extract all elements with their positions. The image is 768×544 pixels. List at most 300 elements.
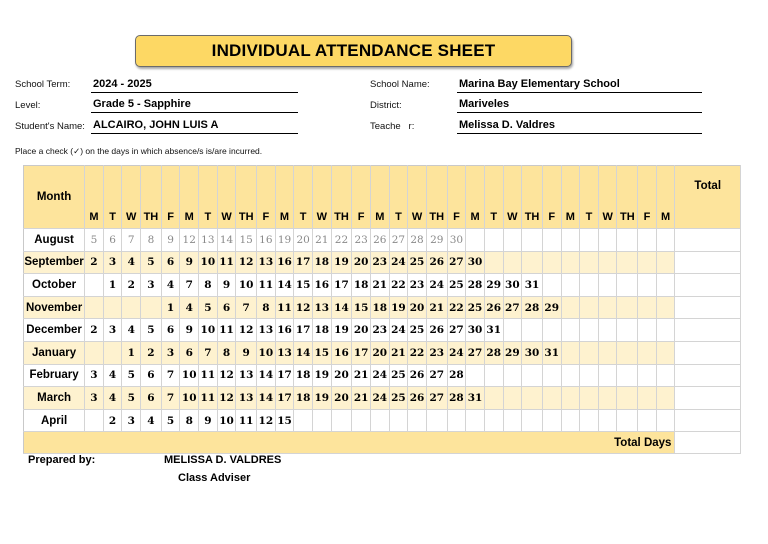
level-value: Grade 5 - Sapphire bbox=[91, 98, 298, 113]
day-cell[interactable]: 6 bbox=[141, 364, 162, 387]
month-label: April bbox=[24, 409, 85, 432]
day-cell[interactable]: 26 bbox=[426, 251, 447, 274]
day-cell[interactable]: 24 bbox=[389, 251, 408, 274]
day-cell[interactable]: 8 bbox=[180, 409, 199, 432]
day-cell[interactable]: 26 bbox=[408, 387, 427, 410]
empty-day-cell bbox=[561, 364, 580, 387]
day-cell[interactable]: 18 bbox=[352, 274, 371, 297]
day-cell[interactable]: 9 bbox=[180, 251, 199, 274]
empty-day-cell bbox=[522, 364, 543, 387]
empty-day-cell bbox=[617, 387, 638, 410]
day-cell[interactable]: 7 bbox=[122, 229, 141, 252]
month-total-cell[interactable] bbox=[675, 229, 741, 252]
day-cell[interactable]: 13 bbox=[257, 319, 276, 342]
day-cell[interactable]: 25 bbox=[389, 364, 408, 387]
day-cell[interactable]: 18 bbox=[312, 319, 331, 342]
empty-day-cell bbox=[580, 364, 599, 387]
day-cell[interactable]: 30 bbox=[447, 229, 466, 252]
empty-day-cell bbox=[598, 274, 617, 297]
day-cell[interactable]: 19 bbox=[389, 296, 408, 319]
day-cell[interactable]: 5 bbox=[141, 251, 162, 274]
day-cell[interactable]: 20 bbox=[331, 387, 352, 410]
school-name-label: School Name: bbox=[370, 79, 430, 90]
empty-day-cell bbox=[484, 387, 503, 410]
empty-day-cell bbox=[522, 387, 543, 410]
month-total-cell[interactable] bbox=[675, 409, 741, 432]
empty-day-cell bbox=[294, 409, 313, 432]
day-cell[interactable]: 10 bbox=[236, 274, 257, 297]
total-days-value-cell[interactable] bbox=[675, 432, 741, 454]
day-cell[interactable]: 8 bbox=[141, 229, 162, 252]
empty-day-cell bbox=[503, 251, 522, 274]
day-cell[interactable]: 3 bbox=[103, 319, 122, 342]
empty-day-cell bbox=[598, 364, 617, 387]
day-cell[interactable]: 23 bbox=[370, 319, 389, 342]
weekday-header: T bbox=[199, 166, 218, 229]
day-cell[interactable]: 1 bbox=[122, 341, 141, 364]
day-cell[interactable]: 27 bbox=[447, 251, 466, 274]
empty-day-cell bbox=[561, 341, 580, 364]
weekday-header: F bbox=[447, 166, 466, 229]
level-label: Level: bbox=[15, 100, 41, 111]
day-cell[interactable]: 4 bbox=[180, 296, 199, 319]
day-cell[interactable]: 5 bbox=[199, 296, 218, 319]
weekday-header: W bbox=[312, 166, 331, 229]
day-cell[interactable]: 12 bbox=[294, 296, 313, 319]
day-cell[interactable]: 29 bbox=[542, 296, 561, 319]
day-cell[interactable]: 13 bbox=[236, 364, 257, 387]
weekday-header: T bbox=[484, 166, 503, 229]
teacher-label: Teache r: bbox=[370, 121, 415, 132]
weekday-header: F bbox=[257, 166, 276, 229]
empty-day-cell bbox=[542, 319, 561, 342]
day-cell[interactable]: 27 bbox=[389, 229, 408, 252]
empty-day-cell bbox=[503, 229, 522, 252]
day-cell[interactable]: 8 bbox=[257, 296, 276, 319]
weekday-header: T bbox=[389, 166, 408, 229]
day-cell[interactable]: 13 bbox=[199, 229, 218, 252]
day-cell[interactable]: 2 bbox=[103, 409, 122, 432]
day-cell[interactable]: 29 bbox=[484, 274, 503, 297]
day-cell[interactable]: 18 bbox=[370, 296, 389, 319]
weekday-header: M bbox=[85, 166, 104, 229]
day-cell[interactable]: 12 bbox=[180, 229, 199, 252]
empty-day-cell bbox=[656, 274, 675, 297]
day-cell[interactable]: 30 bbox=[522, 341, 543, 364]
day-cell[interactable]: 18 bbox=[294, 364, 313, 387]
day-cell[interactable]: 3 bbox=[103, 251, 122, 274]
day-cell[interactable]: 7 bbox=[236, 296, 257, 319]
weekday-header: M bbox=[370, 166, 389, 229]
empty-day-cell bbox=[561, 409, 580, 432]
day-cell[interactable]: 14 bbox=[294, 341, 313, 364]
month-row bbox=[24, 229, 741, 252]
day-cell[interactable]: 21 bbox=[352, 387, 371, 410]
day-cell[interactable]: 14 bbox=[257, 364, 276, 387]
day-cell[interactable]: 15 bbox=[352, 296, 371, 319]
day-cell[interactable]: 12 bbox=[217, 364, 236, 387]
day-cell[interactable]: 10 bbox=[180, 364, 199, 387]
day-cell[interactable]: 11 bbox=[217, 251, 236, 274]
day-cell[interactable]: 10 bbox=[199, 319, 218, 342]
empty-day-cell bbox=[522, 409, 543, 432]
day-cell[interactable]: 19 bbox=[275, 229, 294, 252]
empty-day-cell bbox=[542, 387, 561, 410]
day-cell[interactable]: 6 bbox=[180, 341, 199, 364]
empty-day-cell bbox=[617, 251, 638, 274]
empty-day-cell bbox=[85, 409, 104, 432]
empty-day-cell bbox=[598, 319, 617, 342]
weekday-header: TH bbox=[141, 166, 162, 229]
month-label: January bbox=[24, 341, 85, 364]
day-cell[interactable]: 13 bbox=[275, 341, 294, 364]
day-cell[interactable]: 16 bbox=[312, 274, 331, 297]
month-label: February bbox=[24, 364, 85, 387]
day-cell[interactable]: 10 bbox=[180, 387, 199, 410]
day-cell[interactable]: 28 bbox=[408, 229, 427, 252]
empty-day-cell bbox=[447, 409, 466, 432]
day-cell[interactable]: 19 bbox=[331, 251, 352, 274]
empty-day-cell bbox=[122, 296, 141, 319]
teacher-value: Melissa D. Valdres bbox=[457, 119, 702, 134]
day-cell[interactable]: 4 bbox=[103, 387, 122, 410]
day-cell[interactable]: 4 bbox=[103, 364, 122, 387]
day-cell[interactable]: 7 bbox=[161, 387, 180, 410]
day-cell[interactable]: 21 bbox=[426, 296, 447, 319]
day-cell[interactable]: 15 bbox=[236, 229, 257, 252]
day-cell[interactable]: 21 bbox=[389, 341, 408, 364]
day-cell[interactable]: 10 bbox=[217, 409, 236, 432]
day-cell[interactable]: 16 bbox=[331, 341, 352, 364]
day-cell[interactable]: 6 bbox=[141, 387, 162, 410]
day-cell[interactable]: 4 bbox=[141, 409, 162, 432]
day-cell[interactable]: 13 bbox=[236, 387, 257, 410]
day-cell[interactable]: 25 bbox=[408, 319, 427, 342]
empty-day-cell bbox=[561, 251, 580, 274]
district-value: Mariveles bbox=[457, 98, 702, 113]
sheet-title: INDIVIDUAL ATTENDANCE SHEET bbox=[135, 35, 572, 67]
day-cell[interactable]: 9 bbox=[217, 274, 236, 297]
empty-day-cell bbox=[561, 229, 580, 252]
day-cell[interactable]: 15 bbox=[294, 274, 313, 297]
day-cell[interactable]: 1 bbox=[161, 296, 180, 319]
empty-day-cell bbox=[466, 409, 485, 432]
day-cell[interactable]: 31 bbox=[522, 274, 543, 297]
day-cell[interactable]: 9 bbox=[180, 319, 199, 342]
empty-day-cell bbox=[638, 251, 657, 274]
empty-day-cell bbox=[503, 409, 522, 432]
empty-day-cell bbox=[312, 409, 331, 432]
day-cell[interactable]: 10 bbox=[199, 251, 218, 274]
empty-day-cell bbox=[656, 319, 675, 342]
day-cell[interactable]: 29 bbox=[503, 341, 522, 364]
empty-day-cell bbox=[85, 274, 104, 297]
month-total-cell[interactable] bbox=[675, 274, 741, 297]
empty-day-cell bbox=[561, 319, 580, 342]
weekday-header: W bbox=[503, 166, 522, 229]
day-cell[interactable]: 7 bbox=[180, 274, 199, 297]
day-cell[interactable]: 23 bbox=[370, 251, 389, 274]
day-cell[interactable]: 4 bbox=[122, 251, 141, 274]
day-cell[interactable]: 24 bbox=[389, 319, 408, 342]
day-cell[interactable]: 3 bbox=[141, 274, 162, 297]
total-days-row bbox=[24, 432, 741, 454]
empty-day-cell bbox=[598, 387, 617, 410]
empty-day-cell bbox=[466, 229, 485, 252]
day-cell[interactable]: 21 bbox=[352, 364, 371, 387]
day-cell[interactable]: 17 bbox=[331, 274, 352, 297]
day-cell[interactable]: 1 bbox=[103, 274, 122, 297]
empty-day-cell bbox=[656, 409, 675, 432]
month-label: December bbox=[24, 319, 85, 342]
day-cell[interactable]: 20 bbox=[352, 251, 371, 274]
day-cell[interactable]: 21 bbox=[312, 229, 331, 252]
instruction-text: Place a check (✓) on the days in which absence/s is/are incurred. bbox=[15, 146, 263, 156]
day-cell[interactable]: 17 bbox=[294, 319, 313, 342]
weekday-header: M bbox=[656, 166, 675, 229]
table-header-row bbox=[24, 166, 741, 229]
day-cell[interactable]: 15 bbox=[312, 341, 331, 364]
day-cell[interactable]: 11 bbox=[275, 296, 294, 319]
day-cell[interactable]: 17 bbox=[275, 387, 294, 410]
day-cell[interactable]: 2 bbox=[85, 251, 104, 274]
day-cell[interactable]: 10 bbox=[257, 341, 276, 364]
day-cell[interactable]: 16 bbox=[275, 319, 294, 342]
empty-day-cell bbox=[408, 409, 427, 432]
day-cell[interactable]: 2 bbox=[122, 274, 141, 297]
empty-day-cell bbox=[580, 274, 599, 297]
empty-day-cell bbox=[522, 319, 543, 342]
day-cell[interactable]: 20 bbox=[331, 364, 352, 387]
day-cell[interactable]: 7 bbox=[161, 364, 180, 387]
day-cell[interactable]: 27 bbox=[426, 364, 447, 387]
empty-day-cell bbox=[542, 274, 561, 297]
day-cell[interactable]: 6 bbox=[161, 319, 180, 342]
day-cell[interactable]: 23 bbox=[352, 229, 371, 252]
day-cell[interactable]: 19 bbox=[312, 364, 331, 387]
day-cell[interactable]: 16 bbox=[275, 251, 294, 274]
empty-day-cell bbox=[580, 409, 599, 432]
day-cell[interactable]: 21 bbox=[370, 274, 389, 297]
day-cell[interactable]: 14 bbox=[275, 274, 294, 297]
day-cell[interactable]: 3 bbox=[85, 387, 104, 410]
empty-day-cell bbox=[352, 409, 371, 432]
day-cell[interactable]: 31 bbox=[542, 341, 561, 364]
empty-day-cell bbox=[561, 296, 580, 319]
day-cell[interactable]: 23 bbox=[408, 274, 427, 297]
day-cell[interactable]: 15 bbox=[275, 409, 294, 432]
day-cell[interactable]: 6 bbox=[103, 229, 122, 252]
day-cell[interactable]: 20 bbox=[294, 229, 313, 252]
day-cell[interactable]: 6 bbox=[217, 296, 236, 319]
day-cell[interactable]: 12 bbox=[236, 251, 257, 274]
empty-day-cell bbox=[656, 341, 675, 364]
day-cell[interactable]: 24 bbox=[370, 387, 389, 410]
weekday-header: F bbox=[352, 166, 371, 229]
empty-day-cell bbox=[656, 296, 675, 319]
day-cell[interactable]: 11 bbox=[199, 387, 218, 410]
day-cell[interactable]: 18 bbox=[312, 251, 331, 274]
day-cell[interactable]: 28 bbox=[447, 387, 466, 410]
day-cell[interactable]: 2 bbox=[85, 319, 104, 342]
month-total-cell[interactable] bbox=[675, 341, 741, 364]
empty-day-cell bbox=[484, 364, 503, 387]
month-row bbox=[24, 296, 741, 319]
empty-day-cell bbox=[85, 296, 104, 319]
weekday-header: TH bbox=[426, 166, 447, 229]
month-total-cell[interactable] bbox=[675, 251, 741, 274]
empty-day-cell bbox=[580, 229, 599, 252]
day-cell[interactable]: 8 bbox=[199, 274, 218, 297]
day-cell[interactable]: 28 bbox=[522, 296, 543, 319]
weekday-header: M bbox=[180, 166, 199, 229]
day-cell[interactable]: 7 bbox=[199, 341, 218, 364]
day-cell[interactable]: 12 bbox=[257, 409, 276, 432]
weekday-header: W bbox=[408, 166, 427, 229]
day-cell[interactable]: 5 bbox=[141, 319, 162, 342]
month-row bbox=[24, 274, 741, 297]
day-cell[interactable]: 20 bbox=[352, 319, 371, 342]
day-cell[interactable]: 28 bbox=[466, 274, 485, 297]
empty-day-cell bbox=[638, 387, 657, 410]
day-cell[interactable]: 12 bbox=[236, 319, 257, 342]
day-cell[interactable]: 19 bbox=[312, 387, 331, 410]
day-cell[interactable]: 22 bbox=[447, 296, 466, 319]
weekday-header: TH bbox=[236, 166, 257, 229]
day-cell[interactable]: 5 bbox=[85, 229, 104, 252]
day-cell[interactable]: 22 bbox=[331, 229, 352, 252]
day-cell[interactable]: 27 bbox=[426, 387, 447, 410]
day-cell[interactable]: 9 bbox=[199, 409, 218, 432]
day-cell[interactable]: 11 bbox=[199, 364, 218, 387]
empty-day-cell bbox=[598, 296, 617, 319]
day-cell[interactable]: 8 bbox=[217, 341, 236, 364]
prepared-by-label: Prepared by: bbox=[28, 454, 96, 466]
day-cell[interactable]: 4 bbox=[122, 319, 141, 342]
day-cell[interactable]: 14 bbox=[257, 387, 276, 410]
empty-day-cell bbox=[638, 274, 657, 297]
day-cell[interactable]: 11 bbox=[217, 319, 236, 342]
day-cell[interactable]: 5 bbox=[122, 387, 141, 410]
day-cell[interactable]: 31 bbox=[466, 387, 485, 410]
weekday-header: TH bbox=[522, 166, 543, 229]
day-cell[interactable]: 17 bbox=[352, 341, 371, 364]
day-cell[interactable]: 27 bbox=[447, 319, 466, 342]
day-cell[interactable]: 29 bbox=[426, 229, 447, 252]
empty-day-cell bbox=[617, 409, 638, 432]
day-cell[interactable]: 24 bbox=[370, 364, 389, 387]
day-cell[interactable]: 9 bbox=[161, 229, 180, 252]
day-cell[interactable]: 6 bbox=[161, 251, 180, 274]
adviser-title: Class Adviser bbox=[178, 472, 251, 484]
month-column-header: Month bbox=[24, 166, 85, 229]
day-cell[interactable]: 5 bbox=[161, 409, 180, 432]
day-cell[interactable]: 25 bbox=[389, 387, 408, 410]
day-cell[interactable]: 20 bbox=[370, 341, 389, 364]
day-cell[interactable]: 16 bbox=[257, 229, 276, 252]
empty-day-cell bbox=[503, 319, 522, 342]
day-cell[interactable]: 30 bbox=[503, 274, 522, 297]
day-cell[interactable]: 25 bbox=[408, 251, 427, 274]
day-cell[interactable]: 4 bbox=[161, 274, 180, 297]
day-cell[interactable]: 2 bbox=[141, 341, 162, 364]
empty-day-cell bbox=[103, 296, 122, 319]
empty-day-cell bbox=[617, 229, 638, 252]
day-cell[interactable]: 26 bbox=[370, 229, 389, 252]
day-cell[interactable]: 3 bbox=[85, 364, 104, 387]
weekday-header: F bbox=[638, 166, 657, 229]
month-total-cell[interactable] bbox=[675, 319, 741, 342]
empty-day-cell bbox=[617, 341, 638, 364]
empty-day-cell bbox=[656, 387, 675, 410]
day-cell[interactable]: 27 bbox=[503, 296, 522, 319]
day-cell[interactable]: 26 bbox=[426, 319, 447, 342]
day-cell[interactable]: 22 bbox=[408, 341, 427, 364]
day-cell[interactable]: 17 bbox=[275, 364, 294, 387]
month-total-cell[interactable] bbox=[675, 364, 741, 387]
day-cell[interactable]: 3 bbox=[122, 409, 141, 432]
month-label: September bbox=[24, 251, 85, 274]
empty-day-cell bbox=[426, 409, 447, 432]
weekday-header: W bbox=[217, 166, 236, 229]
day-cell[interactable]: 25 bbox=[466, 296, 485, 319]
empty-day-cell bbox=[522, 229, 543, 252]
day-cell[interactable]: 14 bbox=[217, 229, 236, 252]
day-cell[interactable]: 11 bbox=[236, 409, 257, 432]
month-total-cell[interactable] bbox=[675, 296, 741, 319]
month-label: November bbox=[24, 296, 85, 319]
day-cell[interactable]: 26 bbox=[408, 364, 427, 387]
weekday-header: T bbox=[294, 166, 313, 229]
day-cell[interactable]: 12 bbox=[217, 387, 236, 410]
day-cell[interactable]: 17 bbox=[294, 251, 313, 274]
day-cell[interactable]: 9 bbox=[236, 341, 257, 364]
day-cell[interactable]: 5 bbox=[122, 364, 141, 387]
month-total-cell[interactable] bbox=[675, 387, 741, 410]
month-row bbox=[24, 251, 741, 274]
day-cell[interactable]: 13 bbox=[257, 251, 276, 274]
empty-day-cell bbox=[638, 341, 657, 364]
day-cell[interactable]: 3 bbox=[161, 341, 180, 364]
day-cell[interactable]: 25 bbox=[447, 274, 466, 297]
month-row bbox=[24, 387, 741, 410]
total-column-header: Total bbox=[675, 166, 741, 229]
day-cell[interactable]: 24 bbox=[447, 341, 466, 364]
day-cell[interactable]: 18 bbox=[294, 387, 313, 410]
day-cell[interactable]: 28 bbox=[484, 341, 503, 364]
day-cell[interactable]: 20 bbox=[408, 296, 427, 319]
day-cell[interactable]: 30 bbox=[466, 319, 485, 342]
empty-day-cell bbox=[580, 341, 599, 364]
day-cell[interactable]: 31 bbox=[484, 319, 503, 342]
day-cell[interactable]: 13 bbox=[312, 296, 331, 319]
day-cell[interactable]: 22 bbox=[389, 274, 408, 297]
day-cell[interactable]: 30 bbox=[466, 251, 485, 274]
day-cell[interactable]: 28 bbox=[447, 364, 466, 387]
day-cell[interactable]: 27 bbox=[466, 341, 485, 364]
day-cell[interactable]: 24 bbox=[426, 274, 447, 297]
day-cell[interactable]: 23 bbox=[426, 341, 447, 364]
day-cell[interactable]: 19 bbox=[331, 319, 352, 342]
empty-day-cell bbox=[85, 341, 104, 364]
month-label: March bbox=[24, 387, 85, 410]
weekday-header: M bbox=[275, 166, 294, 229]
empty-day-cell bbox=[103, 341, 122, 364]
day-cell[interactable]: 11 bbox=[257, 274, 276, 297]
empty-day-cell bbox=[617, 364, 638, 387]
day-cell[interactable]: 26 bbox=[484, 296, 503, 319]
day-cell[interactable]: 14 bbox=[331, 296, 352, 319]
